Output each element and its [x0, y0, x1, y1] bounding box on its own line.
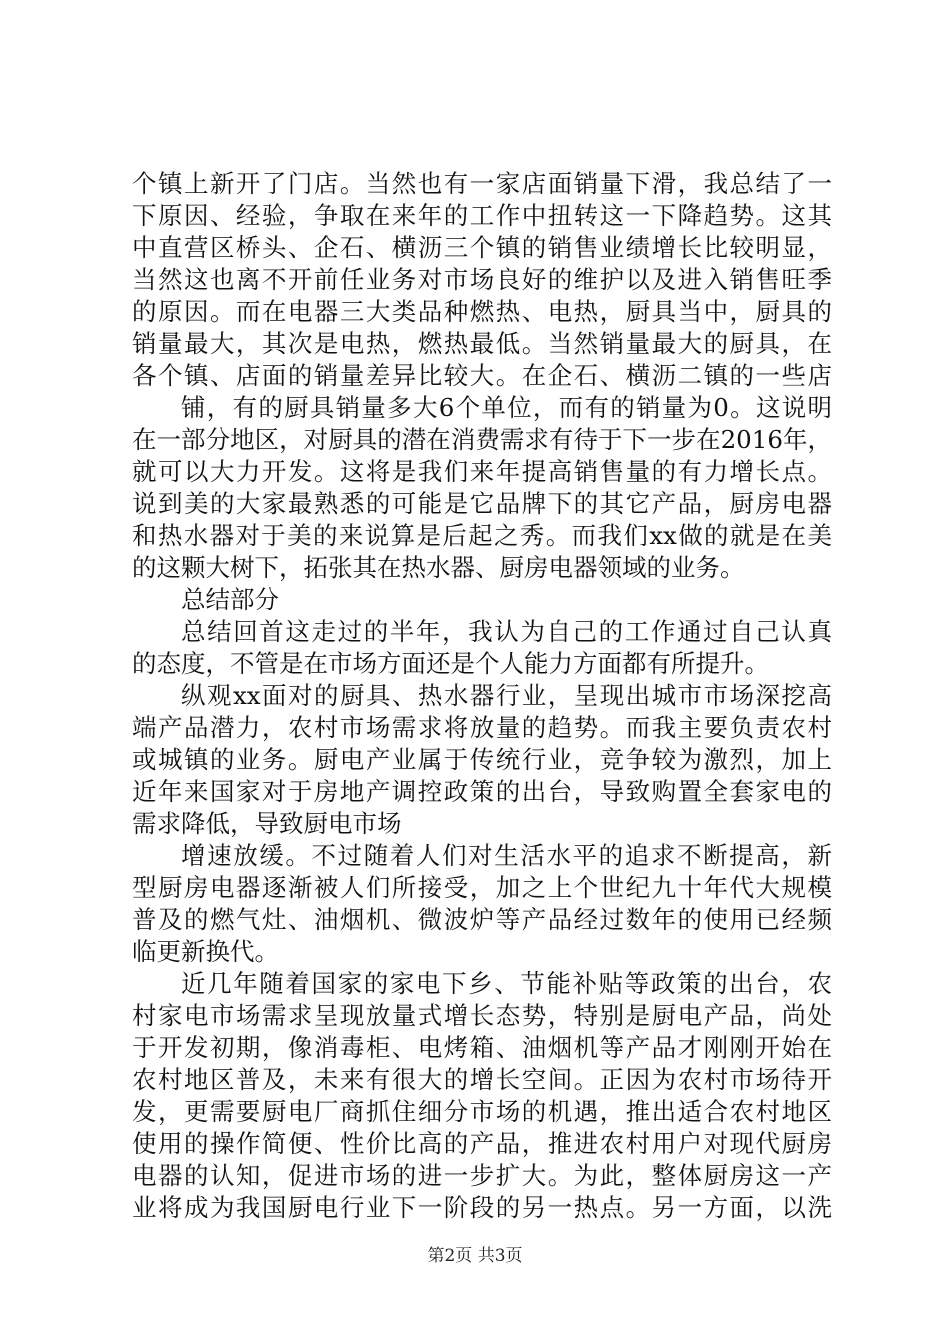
text-line: 的原因。而在电器三大类品种燃热、电热，厨具当中，厨具的: [132, 297, 832, 326]
text-line: 增速放缓。不过随着人们对生活水平的追求不断提高，新: [181, 841, 832, 870]
text-line: 个镇上新开了门店。当然也有一家店面销量下滑，我总结了一: [132, 169, 832, 198]
text-line: 农村地区普及，未来有很大的增长空间。正因为农村市场待开: [132, 1065, 832, 1094]
text-line: 使用的操作简便、性价比高的产品，推进农村用户对现代厨房: [132, 1129, 832, 1158]
text-line: 近年来国家对于房地产调控政策的出台，导致购置全套家电的: [132, 777, 832, 806]
text-line: 当然这也离不开前任业务对市场良好的维护以及进入销售旺季: [132, 265, 832, 294]
page-footer: 第2页 共3页: [427, 1246, 523, 1266]
text-line: 近几年随着国家的家电下乡、节能补贴等政策的出台，农: [181, 969, 832, 998]
text-line: 或城镇的业务。厨电产业属于传统行业，竞争较为激烈，加上: [132, 745, 832, 774]
text-line: 的这颗大树下，拓张其在热水器、厨房电器领域的业务。: [132, 553, 745, 582]
text-line: 说到美的大家最熟悉的可能是它品牌下的其它产品，厨房电器: [132, 489, 832, 518]
text-line: 销量最大，其次是电热，燃热最低。当然销量最大的厨具，在: [132, 329, 832, 358]
text-line: 下原因、经验，争取在来年的工作中扭转这一下降趋势。这其: [132, 201, 832, 230]
text-line: 电器的认知，促进市场的进一步扩大。为此，整体厨房这一产: [132, 1161, 832, 1190]
text-line: 需求降低，导致厨电市场: [132, 809, 402, 838]
text-line: 纵观xx面对的厨具、热水器行业，呈现出城市市场深挖高: [181, 681, 832, 710]
text-line: 中直营区桥头、企石、横沥三个镇的销售业绩增长比较明显，: [132, 233, 832, 262]
text-line: 各个镇、店面的销量差异比较大。在企石、横沥二镇的一些店: [132, 361, 832, 390]
text-line: 就可以大力开发。这将是我们来年提高销售量的有力增长点。: [132, 457, 832, 486]
text-line: 发，更需要厨电厂商抓住细分市场的机遇，推出适合农村地区: [132, 1097, 832, 1126]
document-body: [132, 168, 832, 1224]
text-line: 端产品潜力，农村市场需求将放量的趋势。而我主要负责农村: [132, 713, 832, 742]
text-line: 临更新换代。: [132, 937, 279, 966]
text-line: 和热水器对于美的来说算是后起之秀。而我们xx做的就是在美: [132, 521, 832, 550]
text-line: 普及的燃气灶、油烟机、微波炉等产品经过数年的使用已经频: [132, 905, 832, 934]
text-line: 在一部分地区，对厨具的潜在消费需求有待于下一步在2016年，: [132, 425, 832, 454]
text-line: 型厨房电器逐渐被人们所接受，加之上个世纪九十年代大规模: [132, 873, 832, 902]
text-line: 于开发初期，像消毒柜、电烤箱、油烟机等产品才刚刚开始在: [132, 1033, 832, 1062]
text-line: 业将成为我国厨电行业下一阶段的另一热点。另一方面，以洗: [132, 1193, 832, 1222]
text-line: 村家电市场需求呈现放量式增长态势，特别是厨电产品，尚处: [132, 1001, 832, 1030]
text-line: 铺，有的厨具销量多大6个单位，而有的销量为0。这说明: [181, 393, 832, 422]
text-line: 总结回首这走过的半年，我认为自己的工作通过自己认真: [181, 617, 832, 646]
text-line: 总结部分: [181, 585, 279, 614]
text-line: 的态度，不管是在市场方面还是个人能力方面都有所提升。: [132, 649, 769, 678]
